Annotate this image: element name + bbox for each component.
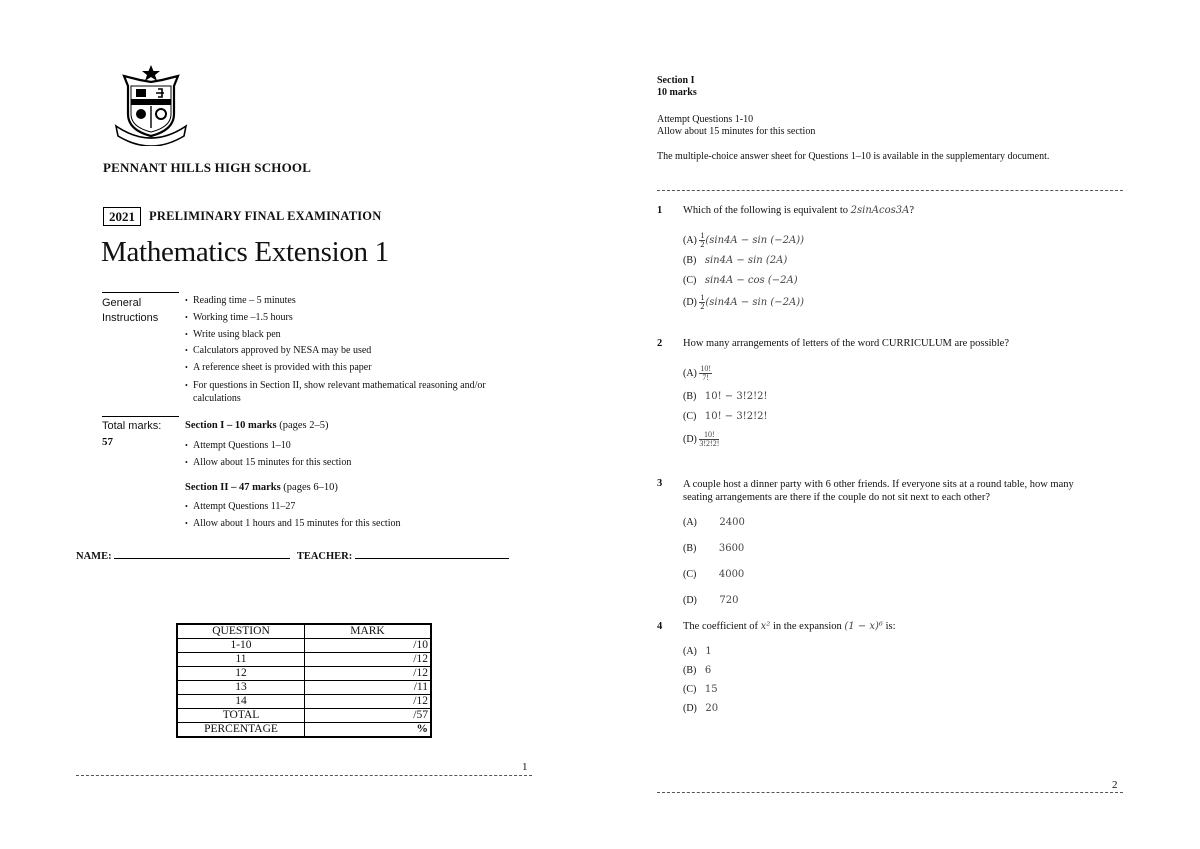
option-d[interactable] [683,595,738,606]
fraction-numerator: 1 [700,293,705,302]
math-expression: (sin4A − sin (−2A)) [705,234,804,246]
fraction-numerator: 1 [700,231,705,240]
question-cell: 14 [177,695,305,709]
option-label: (D) [683,296,697,308]
math-expression: 2sinAcos3A [850,205,910,216]
name-field[interactable] [114,548,290,559]
math-expression: (1 − x)⁶ [844,621,883,632]
instruction-item: • Working time –1.5 hours [185,310,545,327]
table-header: MARK [305,624,432,639]
question-cell: 1-10 [177,639,305,653]
math-expression: x² [760,621,771,632]
question-number: 2 [657,338,663,349]
page-number: 1 [522,761,528,773]
question-cell: 11 [177,653,305,667]
math-expression: sin4A − cos (−2A) [704,275,798,286]
section2-heading-bold: Section II – 47 marks [185,482,281,493]
section2-list [185,499,400,533]
divider [657,190,1123,191]
option-label: (A) [683,367,697,379]
math-expression: sin4A − sin (2A) [704,255,788,266]
option-label: (A) [683,517,697,528]
option-value: 6 [704,665,712,676]
exam-year: 2021 [103,207,141,226]
mark-cell: /57 [305,709,432,723]
fraction-denominator: 2 [700,240,705,249]
section-instructions [657,114,815,138]
instructions-label: Instructions [102,312,159,324]
section1-list [185,438,351,472]
option-label: (B) [683,391,697,402]
teacher-label: TEACHER: [296,551,353,562]
question-number: 4 [657,621,663,632]
instructions-list [185,293,545,405]
school-name: PENNANT HILLS HIGH SCHOOL [103,160,312,175]
question-cell: TOTAL [177,709,305,723]
instruction-item: • Reading time – 5 minutes [185,293,545,310]
page-number: 2 [1112,779,1118,791]
footer-divider [76,775,532,776]
mark-cell: /11 [305,681,432,695]
marks-table [176,623,432,738]
table-row [177,709,431,723]
question-text [683,478,1074,504]
option-b[interactable] [683,543,744,554]
mark-cell: % [305,723,432,738]
option-value: 20 [705,703,719,714]
section2-item: • Attempt Questions 11–27 [185,499,400,516]
option-value: 2400 [719,517,745,528]
section1-pages: (pages 2–5) [276,420,329,431]
option-c[interactable] [683,411,767,422]
instruction-item: • Write using black pen [185,327,545,344]
table-header: QUESTION [177,624,305,639]
fraction-denominator: 2 [700,302,705,311]
mark-cell: /12 [305,695,432,709]
section-title: Section I [657,75,695,86]
fraction-numerator: 10! [700,364,712,373]
option-a[interactable] [683,517,745,528]
section1-item: • Allow about 15 minutes for this section [185,455,351,472]
instruction-item [185,379,545,405]
option-d[interactable] [683,431,719,448]
divider [102,292,179,293]
fraction [699,431,719,448]
option-a[interactable] [683,365,712,382]
table-header-row [177,624,431,639]
instruction-item: • Calculators approved by NESA may be used [185,343,545,360]
question-text-part: is: [882,621,896,632]
question-cell: 12 [177,667,305,681]
section-marks: 10 marks [657,87,697,98]
option-value: 4000 [718,569,745,580]
divider [102,416,179,417]
teacher-field[interactable] [355,548,509,559]
math-expression: 10! − 3!2!2! [704,391,768,402]
fraction-denominator: 3!2!2! [699,439,720,448]
fraction-denominator: 7! [702,373,710,382]
total-marks-label: Total marks: [102,420,162,432]
table-row [177,695,431,709]
option-label: (B) [683,665,697,676]
math-expression: (sin4A − sin (−2A)) [705,296,804,308]
attempt-text: Attempt Questions 1-10 [657,114,754,125]
section2-item: • Allow about 1 hours and 15 minutes for this section [185,516,400,533]
option-c[interactable] [683,684,718,695]
option-value: 15 [704,684,718,695]
allow-text: Allow about 15 minutes for this section [657,126,816,137]
section1-item: • Attempt Questions 1–10 [185,438,351,455]
question-text-part: ? [909,205,915,216]
section-heading [657,75,697,99]
option-label: (D) [683,433,697,445]
school-crest-logo [112,64,190,146]
table-row [177,653,431,667]
question-text: How many arrangements of letters of the word CURRICULUM are possible? [683,338,1010,349]
question-text-part: Which of the following is equivalent to [683,205,851,216]
option-label: (B) [683,255,697,266]
math-expression: 10! − 3!2!2! [704,411,768,422]
exam-title: PRELIMINARY FINAL EXAMINATION [149,209,382,223]
option-label: (A) [683,234,697,246]
subject-title: Mathematics Extension 1 [101,236,389,268]
option-c[interactable] [683,275,798,286]
answer-sheet-note: The multiple-choice answer sheet for Questions 1–10 is available in the supplementary document. [657,151,1050,162]
question-text-line: seating arrangements are there if the couple do not sit next to each other? [683,492,991,503]
option-label: (D) [683,595,697,606]
total-marks-value: 57 [102,436,113,448]
mark-cell: /10 [305,639,432,653]
option-b[interactable] [683,255,787,266]
option-label: (C) [683,684,697,695]
question-text [683,205,914,216]
option-label: (B) [683,543,697,554]
question-text-part: The coefficient of [683,621,761,632]
fraction [699,365,712,382]
question-number: 3 [657,478,663,489]
table-row [177,667,431,681]
option-label: (C) [683,411,697,422]
question-cell: 13 [177,681,305,695]
option-b[interactable] [683,391,767,402]
question-text-line: A couple host a dinner party with 6 other friends. If everyone sits at a round table, how many [683,479,1074,490]
section1-heading-bold: Section I – 10 marks [185,420,277,431]
option-b[interactable] [683,665,711,676]
section1-heading [185,420,329,431]
instruction-text: calculations [193,392,241,404]
general-label: General [102,297,142,309]
option-label: (C) [683,275,697,286]
name-teacher-row [76,548,509,562]
instruction-text: For questions in Section II, show relevant mathematical reasoning and/or [193,379,486,391]
option-d[interactable] [683,294,804,311]
option-d[interactable] [683,703,718,714]
option-a[interactable] [683,232,804,249]
option-label: (D) [683,703,697,714]
section2-heading [185,482,338,493]
question-cell: PERCENTAGE [177,723,305,738]
mark-cell: /12 [305,653,432,667]
table-row [177,639,431,653]
mark-cell: /12 [305,667,432,681]
question-text-part: in the expansion [770,621,845,632]
option-value: 1 [705,646,712,657]
table-row [177,681,431,695]
name-label: NAME: [76,551,112,562]
option-label: (C) [683,569,697,580]
instruction-item: • A reference sheet is provided with this paper [185,360,545,377]
fraction-numerator: 10! [699,431,719,440]
question-number: 1 [657,205,663,216]
option-value: 720 [719,595,739,606]
section2-pages: (pages 6–10) [280,482,338,493]
option-a[interactable] [683,646,712,657]
option-value: 3600 [718,543,745,554]
question-text [683,621,896,632]
option-c[interactable] [683,569,744,580]
footer-divider [657,792,1123,793]
table-row [177,723,431,738]
general-instructions-label [102,296,158,326]
option-label: (A) [683,646,697,657]
